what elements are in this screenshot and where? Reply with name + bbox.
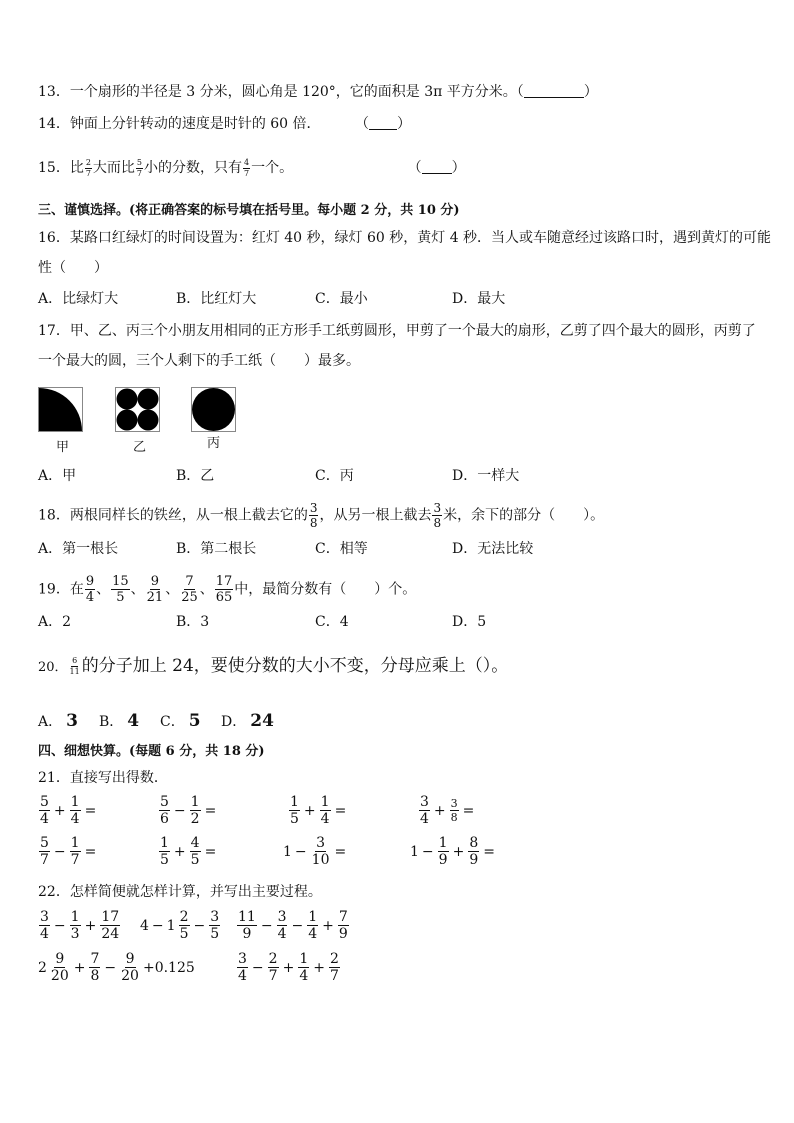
option-16-b[interactable]: B．比红灯大 <box>176 291 257 307</box>
question-22-text: 22．怎样简便就怎样计算，并写出主要过程。 <box>38 884 322 900</box>
expression: $\frac{11}{9}$ − $\frac{3}{4}$ − $\frac{1}{4}$ + $\frac{7}{9}$ <box>238 909 348 942</box>
question-14: 14．钟面上分针转动的速度是时针的 60 倍． （ ） <box>38 116 411 132</box>
option-17-d[interactable]: D．一样大 <box>452 468 520 484</box>
question-19: 19．在 $\frac{9}{4}$ 、 $\frac{15}{5}$ 、 $\frac{9}{21}$ 、 $\frac{7}{25}$ 、 $\frac{17}{65}$ 中，最简分数有（ ）个。 <box>38 574 417 605</box>
figure-jia-quarter-circle <box>38 387 84 433</box>
option-19-d[interactable]: D．5 <box>452 614 487 630</box>
fraction: $\frac{7}{25}$ <box>181 574 198 605</box>
option-20-b[interactable]: B． 4 <box>99 711 140 731</box>
expression: $\frac{5}{6}$ − $\frac{1}{2}$ = <box>160 794 217 827</box>
option-17-c[interactable]: C．丙 <box>315 468 354 484</box>
figure-bing-circle <box>191 387 237 433</box>
fraction: $\frac{4}{7}$ <box>244 157 250 178</box>
expression: $\frac{1}{5}$ + $\frac{1}{4}$ = <box>290 794 347 827</box>
figure-caption-yi: 乙 <box>133 440 147 455</box>
expression: $\frac{5}{4}$ + $\frac{1}{4}$ = <box>40 794 97 827</box>
expression: $\frac{5}{7}$ − $\frac{1}{7}$ = <box>40 835 97 868</box>
option-20-c[interactable]: C． 5 <box>160 711 201 731</box>
option-18-b[interactable]: B．第二根长 <box>176 541 257 557</box>
fraction: $\frac{3}{8}$ <box>309 501 318 530</box>
option-20-d[interactable]: D． 24 <box>221 711 274 731</box>
answer-blank-13[interactable] <box>524 84 584 98</box>
section-4-heading: 四、细想快算。(每题 6 分，共 18 分) <box>38 744 265 759</box>
option-19-a[interactable]: A．2 <box>38 614 72 630</box>
question-15: 15．比 $\frac{2}{7}$ 大而比 $\frac{5}{7}$ 小的分数，只有 $\frac{4}{7}$ 一个。 （ ） <box>38 157 466 178</box>
question-13: 13．一个扇形的半径是 3 分米，圆心角是 120°，它的面积是 3π 平方分米。（ ） <box>38 84 598 100</box>
fraction: $\frac{9}{21}$ <box>146 574 164 605</box>
option-20-a[interactable]: A． 3 <box>38 711 78 731</box>
section-3-heading: 三、谨慎选择。(将正确答案的标号填在括号里。每小题 2 分，共 10 分) <box>38 203 460 218</box>
expression: 2 $\frac{9}{20}$ + $\frac{7}{8}$ − $\frac{9}{20}$ +0.125 <box>38 951 195 984</box>
figure-caption-bing: 丙 <box>207 436 221 451</box>
fraction: $\frac{6}{11}$ <box>69 656 80 676</box>
question-16-line-1: 16．某路口红绿灯的时间设置为：红灯 40 秒，绿灯 60 秒，黄灯 4 秒．当人或车随意经过该路口时，遇到黄灯的可能 <box>38 230 772 246</box>
figure-caption-jia: 甲 <box>56 440 70 455</box>
question-14-text: 14．钟面上分针转动的速度是时针的 60 倍． <box>38 116 321 132</box>
question-20: 20． $\frac{6}{11}$ 的分子加上 24，要使分数的大小不变，分母应乘上（）。 <box>38 656 509 676</box>
question-16-line-2: 性（ ） <box>38 260 108 276</box>
question-13-text: 13．一个扇形的半径是 3 分米，圆心角是 120°，它的面积是 3π 平方分米。（ <box>38 84 524 100</box>
question-21-text: 21．直接写出得数． <box>38 770 168 786</box>
expression: $\frac{1}{5}$ + $\frac{4}{5}$ = <box>160 835 217 868</box>
fraction: $\frac{3}{8}$ <box>433 501 442 530</box>
expression: $\frac{3}{4}$ − $\frac{1}{3}$ + $\frac{17}{24}$ <box>40 909 120 942</box>
question-17-line-2: 一个最大的圆，三个人剩下的手工纸（ ）最多。 <box>38 353 360 369</box>
option-17-b[interactable]: B．乙 <box>176 468 215 484</box>
option-18-a[interactable]: A．第一根长 <box>38 541 119 557</box>
answer-blank-14[interactable] <box>369 116 397 130</box>
option-16-c[interactable]: C．最小 <box>315 291 368 307</box>
expression: 1 − $\frac{1}{9}$ + $\frac{8}{9}$ = <box>410 835 495 868</box>
option-17-a[interactable]: A．甲 <box>38 468 77 484</box>
option-19-b[interactable]: B．3 <box>176 614 210 630</box>
option-16-d[interactable]: D．最大 <box>452 291 506 307</box>
fraction: $\frac{9}{4}$ <box>85 574 95 605</box>
option-19-c[interactable]: C．4 <box>315 614 349 630</box>
fraction: $\frac{17}{65}$ <box>215 574 233 605</box>
fraction: $\frac{2}{7}$ <box>85 157 91 178</box>
answer-blank-15[interactable] <box>422 160 452 174</box>
option-16-a[interactable]: A．比绿灯大 <box>38 291 119 307</box>
fraction: $\frac{5}{7}$ <box>136 157 143 178</box>
option-18-c[interactable]: C．相等 <box>315 541 368 557</box>
figure-yi-four-circles <box>115 387 161 433</box>
option-18-d[interactable]: D．无法比较 <box>452 541 534 557</box>
fraction: $\frac{15}{5}$ <box>112 574 129 605</box>
expression: $\frac{3}{4}$ + $\frac{3}{8}$ = <box>420 794 475 827</box>
expression: $\frac{3}{4}$ − $\frac{2}{7}$ + $\frac{1}{4}$ + $\frac{2}{7}$ <box>238 951 339 984</box>
expression: 4 − 1 $\frac{2}{5}$ − $\frac{3}{5}$ <box>140 909 220 942</box>
expression: 1 − $\frac{3}{10}$ = <box>283 835 347 868</box>
question-17-line-1: 17．甲、乙、丙三个小朋友用相同的正方形手工纸剪圆形，甲剪了一个最大的扇形，乙剪了四个最大的圆形，丙剪了 <box>38 323 756 339</box>
question-18: 18．两根同样长的铁丝，从一根上截去它的 $\frac{3}{8}$ ，从另一根上截去 $\frac{3}{8}$ 米，余下的部分（ ）。 <box>38 501 605 530</box>
